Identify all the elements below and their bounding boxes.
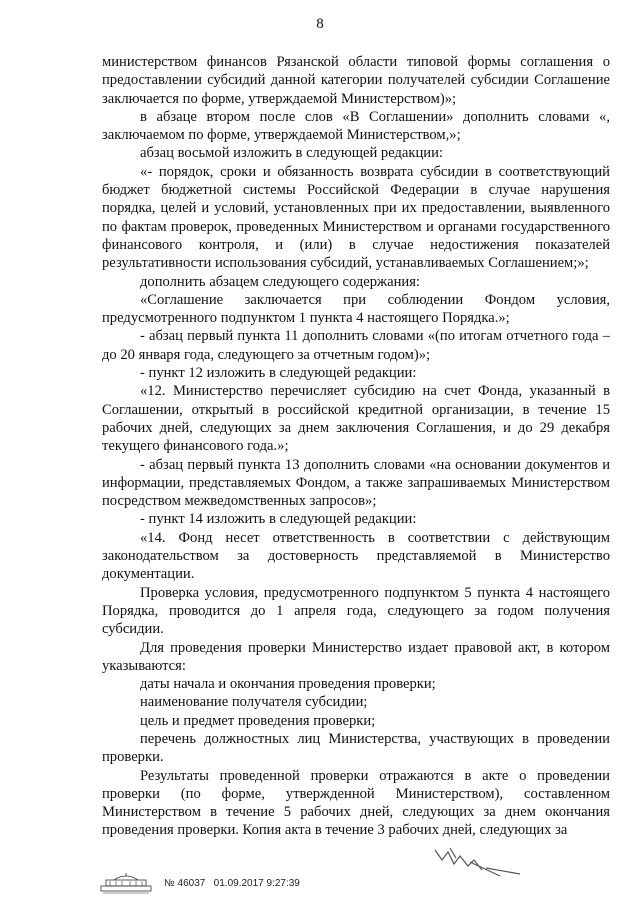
footer	[100, 872, 300, 894]
paragraph: перечень должностных лиц Министерства, участвующих в проведении проверки.	[102, 730, 610, 766]
paragraph: наименование получателя субсидии;	[140, 694, 368, 711]
paragraph: Результаты проведенной проверки отражаются в акте о проведении проверки (по форме, утвержденной Министерством), составленном Министерством в течение 5 рабочих дней, следующих за днем окончания проведения проверки. Копия акта в течение 3 рабочих дней, следующих за	[102, 767, 610, 839]
paragraph: даты начала и окончания проведения проверки;	[140, 676, 436, 693]
paragraph: «12. Министерство перечисляет субсидию на счет Фонда, указанный в Соглашении, открытый в российской кредитной организации, в течение 15 рабочих дней, следующих за днем заключения Соглашения, и до 29 декабря текущего финансового года.»;	[102, 383, 610, 455]
paragraph: министерством финансов Рязанской области типовой формы соглашения о предоставлении субсидий данной категории получателей субсидии Соглашение заключается по форме, утверждаемой Министерством)»;	[102, 54, 610, 107]
page-number: 8	[316, 16, 324, 32]
paragraph: - абзац первый пункта 11 дополнить словами «(по итогам отчетного года – до 20 января года, следующего за отчетным годом)»;	[102, 328, 610, 363]
document-body	[102, 53, 610, 840]
document-timestamp: 01.09.2017 9:27:39	[213, 877, 300, 889]
paragraph: «- порядок, сроки и обязанность возврата субсидии в соответствующий бюджет бюджетной системы Российской Федерации в случае нарушения порядка, целей и условий, установленных при их предоставлении, выявленного по фактам проверок, проведенных Министерством и органами государственного финансового контроля, и (или) в случае недостижения показателей результативности использования субсидий, устанавливаемых Соглашением;»;	[102, 163, 610, 272]
paragraph: цель и предмет проведения проверки;	[140, 712, 376, 729]
paragraph: Проверка условия, предусмотренного подпунктом 5 пункта 4 настоящего Порядка, проводится до 1 апреля года, следующего за годом получения субсидии.	[102, 584, 610, 638]
paragraph: Для проведения проверки Министерство издает правовой акт, в котором указываются:	[102, 639, 610, 674]
paragraph: - пункт 14 изложить в следующей редакции:	[140, 511, 417, 528]
paragraph: дополнить абзацем следующего содержания:	[140, 273, 420, 290]
paragraph: «14. Фонд несет ответственность в соответствии с действующим законодательством за достоверность представляемой в Министерство документации.	[102, 529, 610, 583]
document-registration	[164, 878, 300, 889]
paragraph: - пункт 12 изложить в следующей редакции:	[140, 365, 417, 382]
signature-scribble	[430, 842, 530, 882]
paragraph: абзац восьмой изложить в следующей редакции:	[140, 145, 443, 162]
document-number: № 46037	[164, 877, 206, 889]
paragraph: в абзаце втором после слов «В Соглашении» дополнить словами «, заключаемом по форме, утверждаемой Министерством,»;	[102, 108, 610, 144]
paragraph: «Соглашение заключается при соблюдении Фондом условия, предусмотренного подпунктом 1 пункта 4 настоящего Порядка.»;	[102, 291, 610, 327]
government-emblem-icon	[100, 872, 152, 894]
paragraph: - абзац первый пункта 13 дополнить словами «на основании документов и информации, представляемых Фондом, а также запрашиваемых Министерством посредством межведомственных запросов»;	[102, 456, 610, 510]
